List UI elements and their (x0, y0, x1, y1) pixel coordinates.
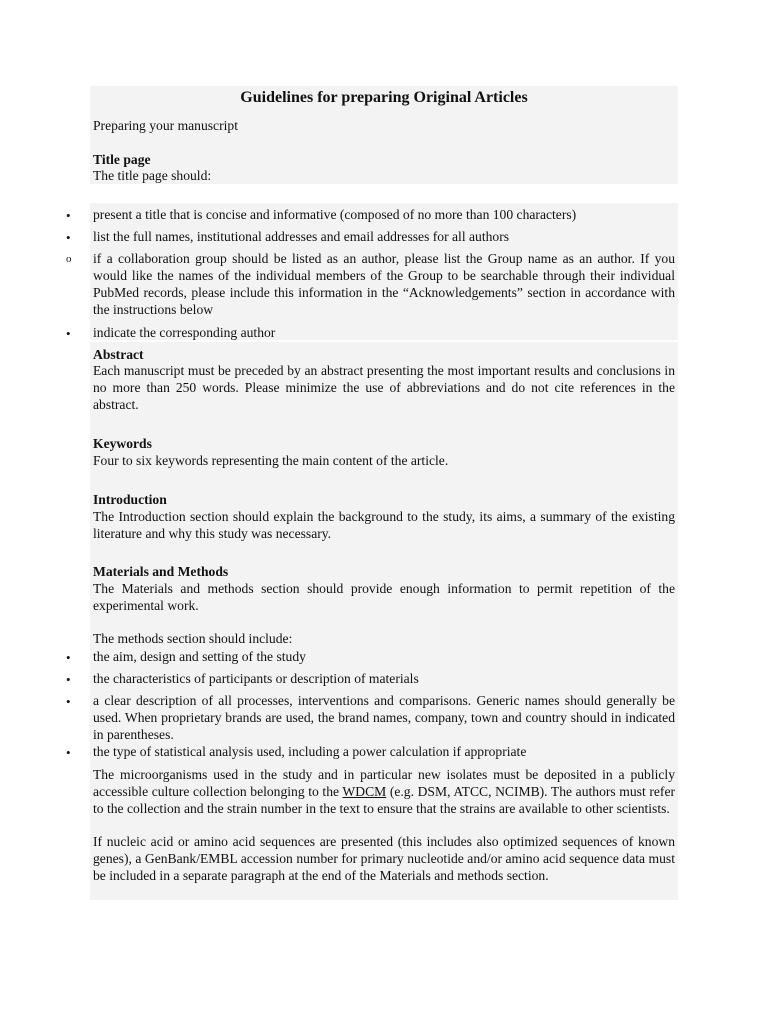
list-item: if a collaboration group should be listed as an author, please list the Group name as an author. If you would like the names of the individual members of the Group to be searchable through their individual PubMed records, please include this information in the “Acknowledgements” section in accordance with the instructions below (93, 251, 675, 317)
wdcm-link[interactable]: WDCM (342, 784, 387, 799)
bullet-icon: • (66, 208, 71, 223)
bullet-icon: • (66, 694, 71, 709)
list-item: present a title that is concise and informative (composed of no more than 100 characters) (93, 207, 577, 222)
list-item: the type of statistical analysis used, including a power calculation if appropriate (93, 744, 527, 759)
list-item: the aim, design and setting of the study (93, 649, 306, 664)
page-title: Guidelines for preparing Original Articles (240, 89, 528, 106)
abstract-body: Each manuscript must be preceded by an abstract presenting the most important results and conclusions in no more than 250 words. Please minimize the use of abbreviations and do not cite references in the abstract. (93, 363, 675, 412)
list-item: the characteristics of participants or description of materials (93, 671, 419, 686)
bullet-icon: • (66, 326, 71, 341)
methods-body: The Materials and methods section should provide enough information to permit repetition of the experimental work. (93, 581, 675, 613)
list-item: list the full names, institutional addresses and email addresses for all authors (93, 229, 510, 244)
methods-lead: The methods section should include: (93, 631, 293, 646)
bullet-icon: • (66, 230, 71, 245)
keywords-body: Four to six keywords representing the main content of the article. (93, 453, 449, 468)
introduction-body: The Introduction section should explain the background to the study, its aims, a summary of the existing literature and why this study was necessary. (93, 509, 675, 541)
keywords-heading: Keywords (93, 436, 152, 451)
list-item: a clear description of all processes, interventions and comparisons. Generic names should generally be used. When proprietary brands are used, the brand names, company, town and country should in indicated in parentheses. (93, 693, 675, 742)
microorganisms-paragraph (93, 766, 675, 817)
microorganisms-text: The microorganisms used in the study and in particular new isolates must be deposited in a publicly accessible culture collection belonging to the (93, 767, 675, 799)
title-page-lead: The title page should: (93, 168, 212, 183)
bullet-icon: • (66, 745, 71, 760)
list-item: indicate the corresponding author (93, 325, 276, 340)
bullet-icon: • (66, 650, 71, 665)
sub-bullet-icon: o (66, 253, 72, 265)
title-page-heading: Title page (93, 152, 151, 167)
introduction-heading: Introduction (93, 492, 167, 507)
methods-heading: Materials and Methods (93, 564, 229, 579)
bullet-icon: • (66, 672, 71, 687)
microorganisms-text-cont: (e.g. DSM, ATCC, NCIMB). The authors must refer to the collection and the strain number in the text to ensure that the strains are available to other scientists. (93, 784, 676, 816)
intro-text: Preparing your manuscript (93, 118, 238, 133)
nucleic-acid-paragraph: If nucleic acid or amino acid sequences are presented (this includes also optimized sequences of known genes), a GenBank/EMBL accession number for primary nucleotide and/or amino acid sequence data must be included in a separate paragraph at the end of the Materials and methods section. (93, 834, 675, 883)
abstract-heading: Abstract (93, 347, 144, 362)
